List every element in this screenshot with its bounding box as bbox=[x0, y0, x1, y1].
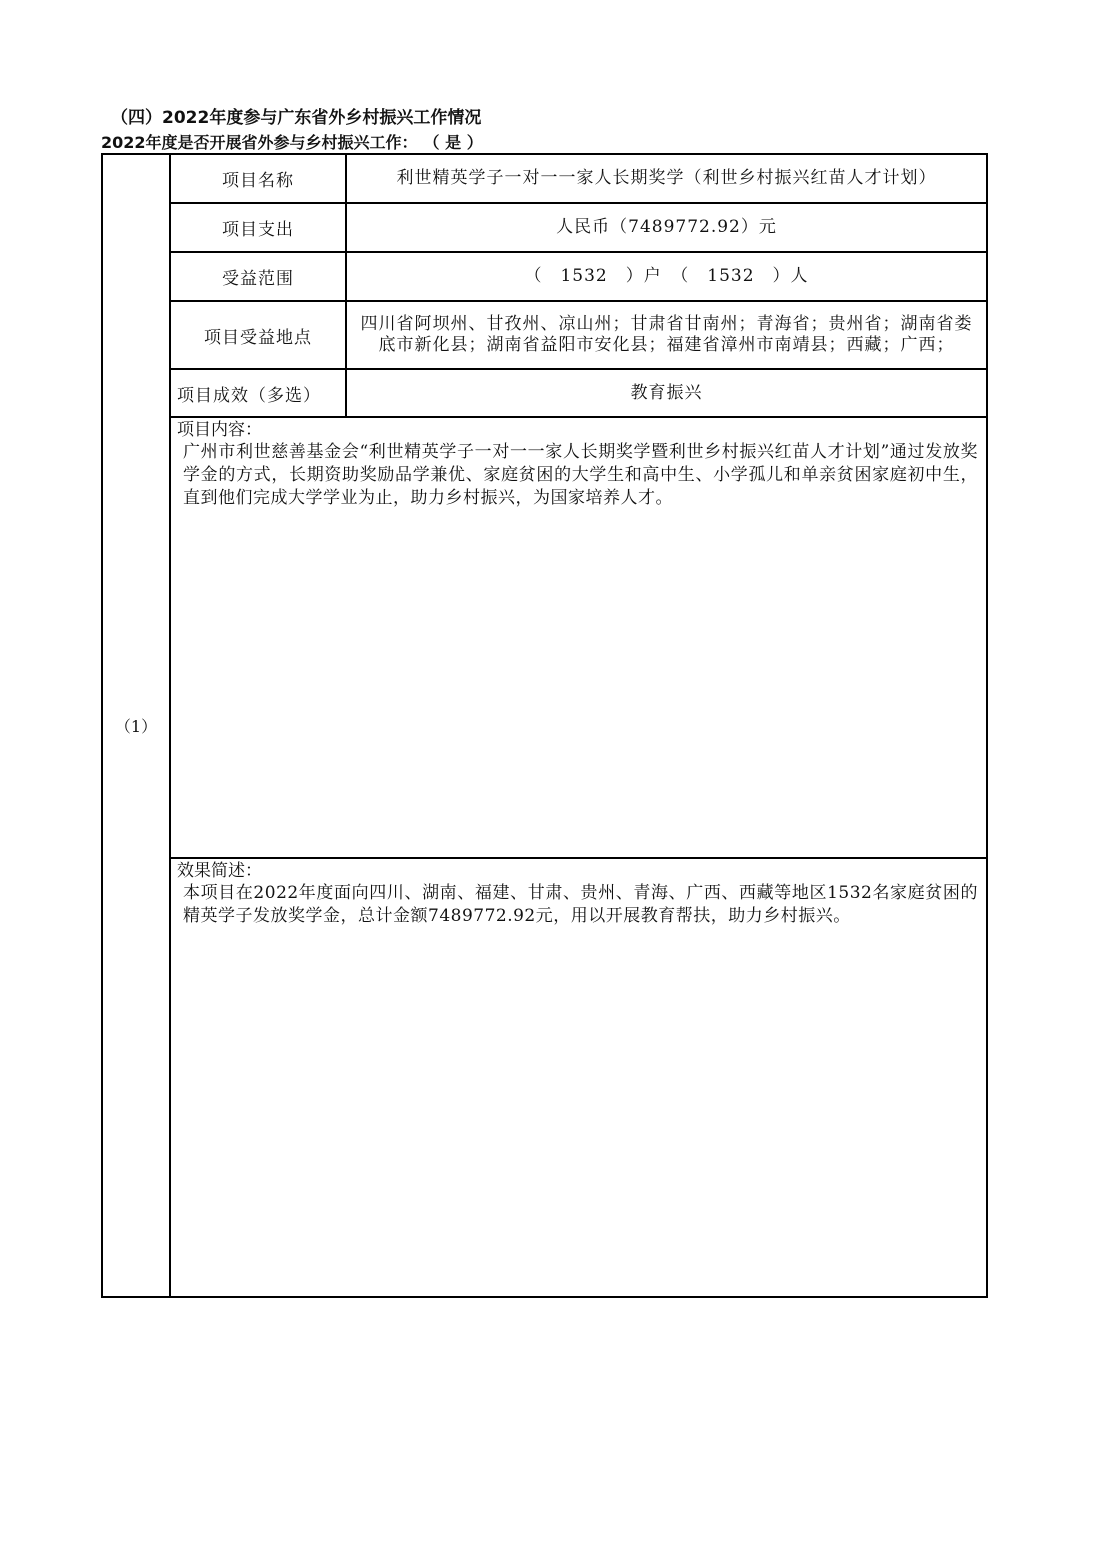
content-text: 广州市利世慈善基金会“利世精英学子一对一一家人长期奖学暨利世乡村振兴红苗人才计划”通过发放奖学金的方式，长期资助奖励品学兼优、家庭贫困的大学生和高中生、小学孤儿和单亲贫困家庭初中生，直到他们完成大学学业为止，助力乡村振兴，为国家培养人才。 bbox=[183, 442, 978, 508]
effect-label: 项目成效（多选） bbox=[171, 370, 347, 416]
locations-value: 四川省阿坝州、甘孜州、凉山州；甘肃省甘南州；青海省；贵州省；湖南省娄底市新化县；湖南省益阳市安化县；福建省漳州市南靖县；西藏；广西； bbox=[360, 314, 973, 355]
summary-block bbox=[171, 859, 986, 1296]
expenditure-value: 人民币（7489772.92）元 bbox=[556, 217, 777, 237]
row-expenditure bbox=[171, 204, 986, 253]
row-locations bbox=[171, 302, 986, 370]
project-table bbox=[101, 153, 988, 1298]
question-answer: （ 是 ） bbox=[431, 133, 483, 152]
locations-label: 项目受益地点 bbox=[171, 302, 347, 368]
content-title: 项目内容： bbox=[177, 420, 262, 440]
project-name-label: 项目名称 bbox=[171, 155, 347, 202]
summary-text: 本项目在2022年度面向四川、湖南、福建、甘肃、贵州、青海、广西、西藏等地区1532名家庭贫困的精英学子发放奖学金，总计金额7489772.92元，用以开展教育帮扶，助力乡村振兴。 bbox=[183, 883, 978, 926]
question-label: 2022年度是否开展省外参与乡村振兴工作： bbox=[101, 133, 418, 152]
row-index: （1） bbox=[103, 155, 171, 1296]
summary-title: 效果简述： bbox=[177, 861, 262, 881]
beneficiaries-label: 受益范围 bbox=[171, 253, 347, 300]
row-project-name bbox=[171, 155, 986, 204]
content-block bbox=[171, 418, 986, 859]
row-effect bbox=[171, 370, 986, 418]
beneficiaries-value: （ 1532 ）户 （ 1532 ）人 bbox=[524, 266, 809, 286]
effect-value: 教育振兴 bbox=[630, 382, 703, 403]
expenditure-label: 项目支出 bbox=[171, 204, 347, 251]
question-line bbox=[101, 130, 483, 153]
section-heading: （四）2022年度参与广东省外乡村振兴工作情况 bbox=[111, 108, 482, 128]
row-beneficiaries bbox=[171, 253, 986, 302]
project-name-value: 利世精英学子一对一一家人长期奖学（利世乡村振兴红苗人才计划） bbox=[396, 168, 937, 188]
